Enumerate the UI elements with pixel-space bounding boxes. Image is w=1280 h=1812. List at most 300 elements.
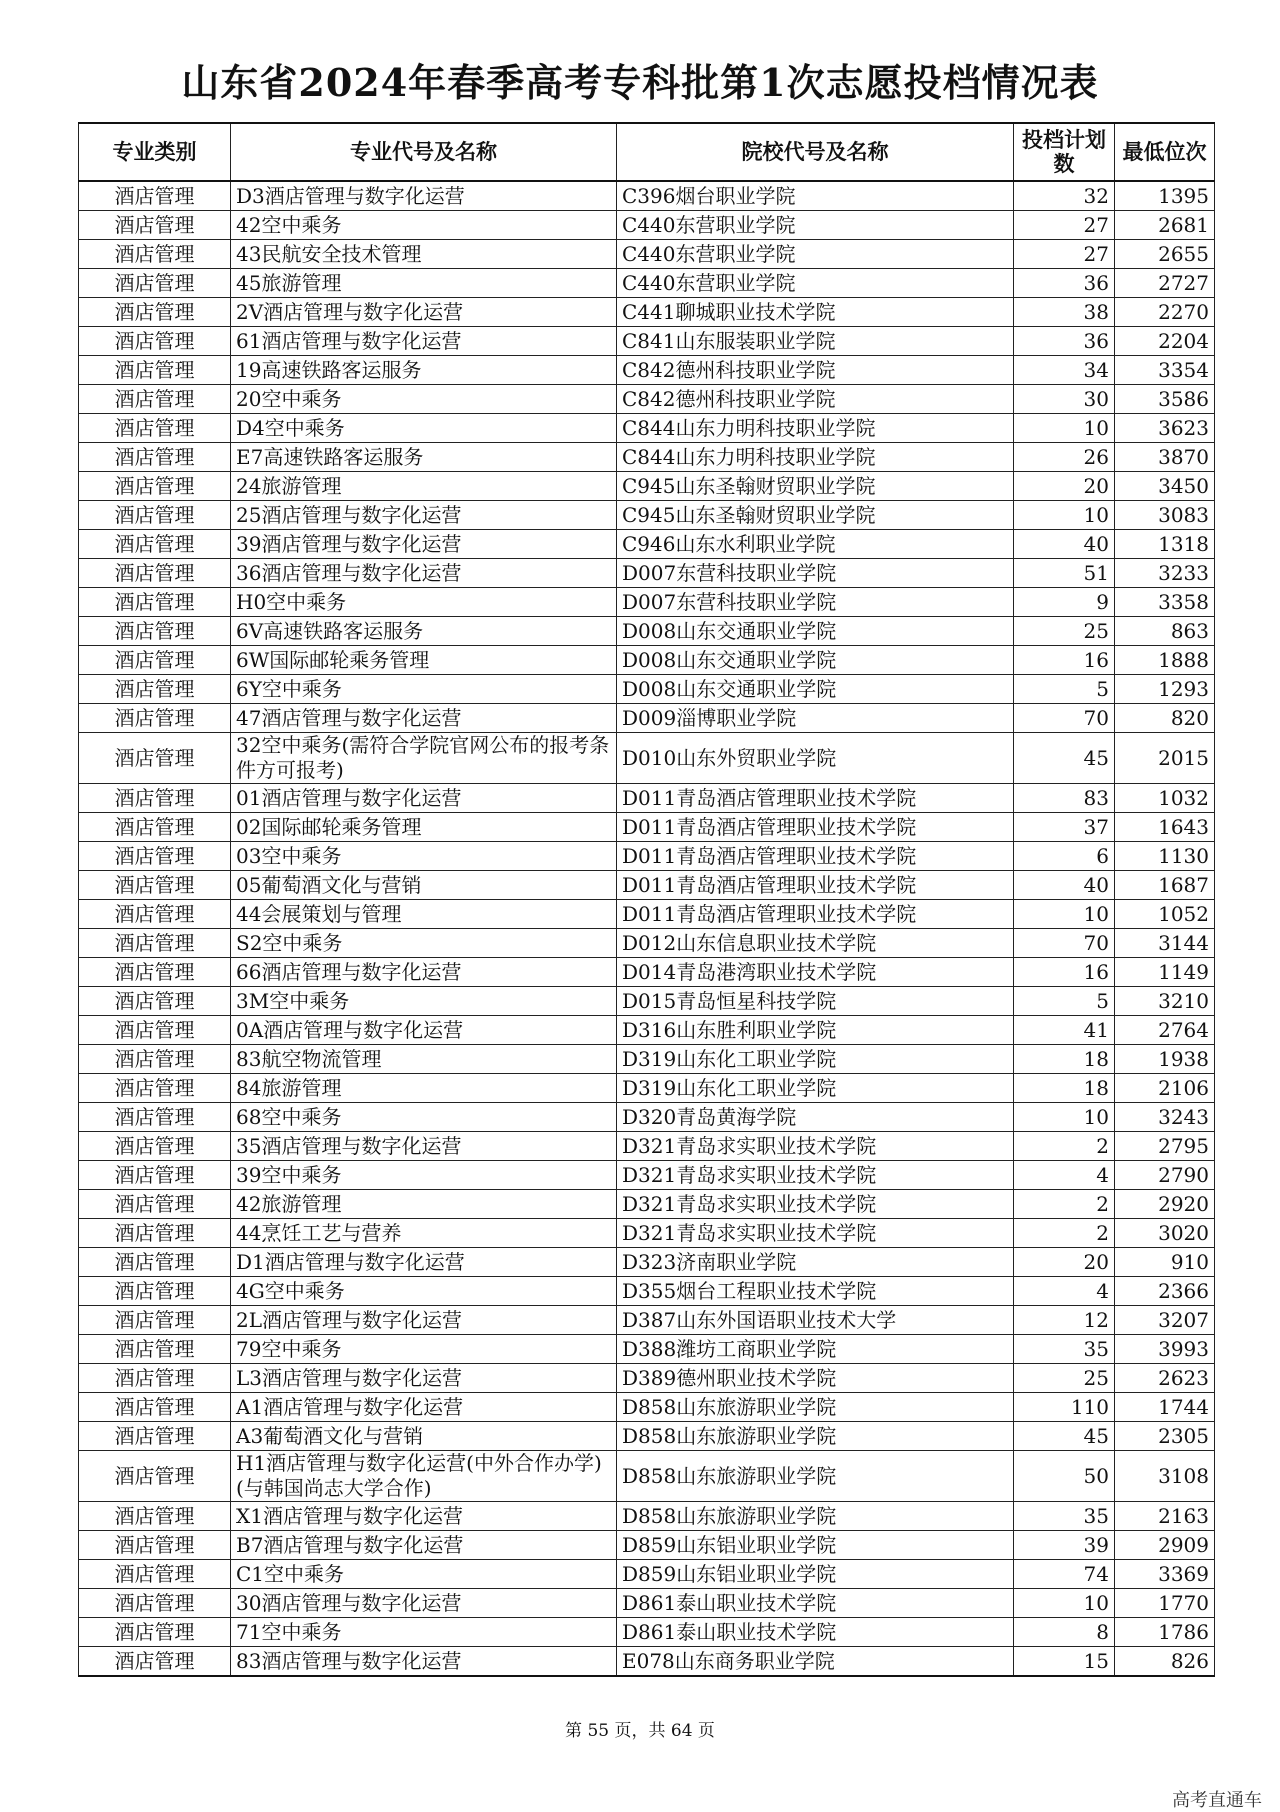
table-row [79,1074,1215,1103]
table-row [79,1393,1215,1422]
cell-major: A1酒店管理与数字化运营 [231,1393,617,1422]
cell-school: C441聊城职业技术学院 [617,298,1014,327]
cell-major: 84旅游管理 [231,1074,617,1103]
cell-min-rank: 1744 [1115,1393,1215,1422]
table-row [79,813,1215,842]
cell-major: 2V酒店管理与数字化运营 [231,298,617,327]
cell-plan-count: 20 [1014,1248,1115,1277]
cell-plan-count: 45 [1014,733,1115,784]
cell-major: 24旅游管理 [231,472,617,501]
cell-category: 酒店管理 [79,1618,231,1647]
cell-major: 44烹饪工艺与营养 [231,1219,617,1248]
cell-min-rank: 2106 [1115,1074,1215,1103]
cell-min-rank: 863 [1115,617,1215,646]
cell-school: D859山东铝业职业学院 [617,1531,1014,1560]
table-row [79,588,1215,617]
cell-plan-count: 2 [1014,1190,1115,1219]
cell-category: 酒店管理 [79,987,231,1016]
cell-major: C1空中乘务 [231,1560,617,1589]
cell-major: 25酒店管理与数字化运营 [231,501,617,530]
cell-min-rank: 3993 [1115,1335,1215,1364]
cell-min-rank: 3586 [1115,385,1215,414]
cell-school: D858山东旅游职业学院 [617,1422,1014,1451]
table-row [79,733,1215,784]
table-row [79,1422,1215,1451]
table-row [79,181,1215,211]
cell-major: 83航空物流管理 [231,1045,617,1074]
cell-min-rank: 3450 [1115,472,1215,501]
cell-min-rank: 1130 [1115,842,1215,871]
cell-plan-count: 10 [1014,900,1115,929]
table-row [79,240,1215,269]
table-row [79,472,1215,501]
cell-category: 酒店管理 [79,530,231,559]
cell-school: C844山东力明科技职业学院 [617,414,1014,443]
cell-major: 0A酒店管理与数字化运营 [231,1016,617,1045]
cell-min-rank: 3144 [1115,929,1215,958]
table-row [79,929,1215,958]
cell-category: 酒店管理 [79,1393,231,1422]
admission-table [78,122,1215,1677]
cell-school: D008山东交通职业学院 [617,646,1014,675]
cell-min-rank: 2795 [1115,1132,1215,1161]
cell-min-rank: 3020 [1115,1219,1215,1248]
cell-min-rank: 3354 [1115,356,1215,385]
cell-school: D321青岛求实职业技术学院 [617,1161,1014,1190]
cell-school: D007东营科技职业学院 [617,588,1014,617]
cell-category: 酒店管理 [79,1045,231,1074]
cell-major: 03空中乘务 [231,842,617,871]
cell-category: 酒店管理 [79,1589,231,1618]
cell-category: 酒店管理 [79,1132,231,1161]
cell-school: D859山东铝业职业学院 [617,1560,1014,1589]
cell-min-rank: 2305 [1115,1422,1215,1451]
cell-min-rank: 2623 [1115,1364,1215,1393]
cell-school: C842德州科技职业学院 [617,385,1014,414]
table-row [79,958,1215,987]
cell-plan-count: 27 [1014,240,1115,269]
cell-school: C440东营职业学院 [617,269,1014,298]
cell-major: B7酒店管理与数字化运营 [231,1531,617,1560]
cell-school: D010山东外贸职业学院 [617,733,1014,784]
table-row [79,269,1215,298]
cell-category: 酒店管理 [79,675,231,704]
cell-category: 酒店管理 [79,559,231,588]
cell-plan-count: 34 [1014,356,1115,385]
table-row [79,443,1215,472]
cell-major: D3酒店管理与数字化运营 [231,181,617,211]
cell-plan-count: 18 [1014,1045,1115,1074]
cell-min-rank: 3233 [1115,559,1215,588]
cell-school: D321青岛求实职业技术学院 [617,1219,1014,1248]
page-title: 山东省2024年春季高考专科批第1次志愿投档情况表 [181,60,1099,105]
table-row [79,1364,1215,1393]
cell-category: 酒店管理 [79,1451,231,1502]
table-row [79,1161,1215,1190]
cell-plan-count: 83 [1014,784,1115,813]
cell-min-rank: 1643 [1115,813,1215,842]
cell-min-rank: 2790 [1115,1161,1215,1190]
cell-plan-count: 10 [1014,1589,1115,1618]
table-row [79,1248,1215,1277]
cell-major: 32空中乘务(需符合学院官网公布的报考条件方可报考) [231,733,617,784]
cell-major: 30酒店管理与数字化运营 [231,1589,617,1618]
cell-school: C945山东圣翰财贸职业学院 [617,472,1014,501]
table-row [79,559,1215,588]
cell-school: D011青岛酒店管理职业技术学院 [617,900,1014,929]
table-body [79,181,1215,1676]
cell-category: 酒店管理 [79,414,231,443]
table-row [79,211,1215,240]
cell-min-rank: 2270 [1115,298,1215,327]
cell-school: E078山东商务职业学院 [617,1647,1014,1677]
cell-plan-count: 70 [1014,704,1115,733]
header-school: 院校代号及名称 [617,123,1014,181]
cell-category: 酒店管理 [79,443,231,472]
cell-category: 酒店管理 [79,813,231,842]
cell-major: 66酒店管理与数字化运营 [231,958,617,987]
cell-major: 79空中乘务 [231,1335,617,1364]
cell-major: 02国际邮轮乘务管理 [231,813,617,842]
cell-major: 61酒店管理与数字化运营 [231,327,617,356]
cell-plan-count: 36 [1014,269,1115,298]
cell-plan-count: 16 [1014,958,1115,987]
cell-min-rank: 1786 [1115,1618,1215,1647]
cell-major: 05葡萄酒文化与营销 [231,871,617,900]
table-row [79,1560,1215,1589]
cell-school: C946山东水利职业学院 [617,530,1014,559]
cell-plan-count: 9 [1014,588,1115,617]
cell-major: H0空中乘务 [231,588,617,617]
table-row [79,617,1215,646]
cell-category: 酒店管理 [79,269,231,298]
table-row [79,1647,1215,1677]
cell-plan-count: 16 [1014,646,1115,675]
table-row [79,327,1215,356]
cell-major: 47酒店管理与数字化运营 [231,704,617,733]
cell-school: D011青岛酒店管理职业技术学院 [617,871,1014,900]
table-row [79,675,1215,704]
table-row [79,1589,1215,1618]
cell-major: 44会展策划与管理 [231,900,617,929]
cell-category: 酒店管理 [79,1647,231,1677]
cell-plan-count: 5 [1014,987,1115,1016]
table-row [79,530,1215,559]
cell-category: 酒店管理 [79,181,231,211]
cell-min-rank: 1149 [1115,958,1215,987]
cell-min-rank: 2909 [1115,1531,1215,1560]
table-row [79,1502,1215,1531]
table-row [79,1016,1215,1045]
cell-min-rank: 1888 [1115,646,1215,675]
cell-plan-count: 10 [1014,414,1115,443]
cell-school: D319山东化工职业学院 [617,1045,1014,1074]
cell-category: 酒店管理 [79,1016,231,1045]
cell-category: 酒店管理 [79,1531,231,1560]
cell-school: D321青岛求实职业技术学院 [617,1132,1014,1161]
cell-category: 酒店管理 [79,298,231,327]
cell-major: 2L酒店管理与数字化运营 [231,1306,617,1335]
table-row [79,987,1215,1016]
cell-plan-count: 40 [1014,871,1115,900]
cell-category: 酒店管理 [79,1422,231,1451]
cell-plan-count: 41 [1014,1016,1115,1045]
cell-min-rank: 3623 [1115,414,1215,443]
table-row [79,646,1215,675]
cell-major: 71空中乘务 [231,1618,617,1647]
cell-plan-count: 40 [1014,530,1115,559]
cell-plan-count: 45 [1014,1422,1115,1451]
cell-major: 20空中乘务 [231,385,617,414]
cell-major: 68空中乘务 [231,1103,617,1132]
cell-major: D1酒店管理与数字化运营 [231,1248,617,1277]
cell-plan-count: 37 [1014,813,1115,842]
cell-category: 酒店管理 [79,472,231,501]
cell-plan-count: 35 [1014,1335,1115,1364]
cell-min-rank: 2163 [1115,1502,1215,1531]
cell-school: D858山东旅游职业学院 [617,1451,1014,1502]
cell-min-rank: 3108 [1115,1451,1215,1502]
cell-min-rank: 3243 [1115,1103,1215,1132]
cell-category: 酒店管理 [79,1306,231,1335]
header-plan-count: 投档计划数 [1014,123,1115,181]
cell-major: 3M空中乘务 [231,987,617,1016]
cell-school: C440东营职业学院 [617,211,1014,240]
cell-category: 酒店管理 [79,617,231,646]
cell-major: 4G空中乘务 [231,1277,617,1306]
cell-school: D858山东旅游职业学院 [617,1393,1014,1422]
cell-plan-count: 25 [1014,1364,1115,1393]
cell-plan-count: 6 [1014,842,1115,871]
cell-min-rank: 3358 [1115,588,1215,617]
cell-category: 酒店管理 [79,958,231,987]
cell-plan-count: 26 [1014,443,1115,472]
table-row [79,1132,1215,1161]
cell-min-rank: 1938 [1115,1045,1215,1074]
table-row [79,1190,1215,1219]
cell-plan-count: 10 [1014,501,1115,530]
cell-category: 酒店管理 [79,733,231,784]
cell-school: D008山东交通职业学院 [617,617,1014,646]
cell-min-rank: 2764 [1115,1016,1215,1045]
cell-school: D014青岛港湾职业技术学院 [617,958,1014,987]
cell-category: 酒店管理 [79,1364,231,1393]
cell-school: D323济南职业学院 [617,1248,1014,1277]
watermark: 高考直通车 [1172,1790,1262,1811]
table-row [79,1531,1215,1560]
cell-plan-count: 15 [1014,1647,1115,1677]
cell-plan-count: 38 [1014,298,1115,327]
cell-major: A3葡萄酒文化与营销 [231,1422,617,1451]
cell-min-rank: 1395 [1115,181,1215,211]
table-row [79,385,1215,414]
cell-plan-count: 35 [1014,1502,1115,1531]
cell-major: 42空中乘务 [231,211,617,240]
table-row [79,784,1215,813]
cell-min-rank: 1770 [1115,1589,1215,1618]
cell-min-rank: 2655 [1115,240,1215,269]
cell-category: 酒店管理 [79,1190,231,1219]
cell-min-rank: 2920 [1115,1190,1215,1219]
cell-major: 36酒店管理与数字化运营 [231,559,617,588]
cell-category: 酒店管理 [79,240,231,269]
cell-category: 酒店管理 [79,356,231,385]
table-row [79,1451,1215,1502]
cell-category: 酒店管理 [79,501,231,530]
cell-school: D355烟台工程职业技术学院 [617,1277,1014,1306]
cell-school: D319山东化工职业学院 [617,1074,1014,1103]
cell-min-rank: 1052 [1115,900,1215,929]
cell-major: E7高速铁路客运服务 [231,443,617,472]
table-row [79,1219,1215,1248]
cell-min-rank: 820 [1115,704,1215,733]
cell-school: C841山东服装职业学院 [617,327,1014,356]
cell-category: 酒店管理 [79,929,231,958]
cell-school: D861泰山职业技术学院 [617,1618,1014,1647]
cell-min-rank: 910 [1115,1248,1215,1277]
cell-major: 39空中乘务 [231,1161,617,1190]
cell-min-rank: 1318 [1115,530,1215,559]
cell-category: 酒店管理 [79,1560,231,1589]
table-row [79,1306,1215,1335]
cell-min-rank: 3207 [1115,1306,1215,1335]
cell-major: 83酒店管理与数字化运营 [231,1647,617,1677]
table-row [79,704,1215,733]
cell-min-rank: 1032 [1115,784,1215,813]
cell-school: C945山东圣翰财贸职业学院 [617,501,1014,530]
cell-min-rank: 3369 [1115,1560,1215,1589]
cell-plan-count: 8 [1014,1618,1115,1647]
table-row [79,414,1215,443]
cell-category: 酒店管理 [79,211,231,240]
table-row [79,501,1215,530]
cell-school: D388潍坊工商职业学院 [617,1335,1014,1364]
cell-school: C844山东力明科技职业学院 [617,443,1014,472]
cell-major: L3酒店管理与数字化运营 [231,1364,617,1393]
cell-min-rank: 3210 [1115,987,1215,1016]
cell-school: C842德州科技职业学院 [617,356,1014,385]
cell-major: X1酒店管理与数字化运营 [231,1502,617,1531]
cell-major: 45旅游管理 [231,269,617,298]
cell-school: D011青岛酒店管理职业技术学院 [617,813,1014,842]
cell-major: 19高速铁路客运服务 [231,356,617,385]
cell-min-rank: 3870 [1115,443,1215,472]
cell-school: D009淄博职业学院 [617,704,1014,733]
cell-school: D858山东旅游职业学院 [617,1502,1014,1531]
header-major: 专业代号及名称 [231,123,617,181]
cell-min-rank: 2681 [1115,211,1215,240]
cell-min-rank: 3083 [1115,501,1215,530]
cell-category: 酒店管理 [79,871,231,900]
table-row [79,1045,1215,1074]
cell-major: D4空中乘务 [231,414,617,443]
cell-plan-count: 4 [1014,1277,1115,1306]
cell-school: D015青岛恒星科技学院 [617,987,1014,1016]
cell-min-rank: 1293 [1115,675,1215,704]
cell-school: D320青岛黄海学院 [617,1103,1014,1132]
cell-plan-count: 20 [1014,472,1115,501]
cell-plan-count: 30 [1014,385,1115,414]
table-row [79,842,1215,871]
cell-plan-count: 12 [1014,1306,1115,1335]
cell-plan-count: 70 [1014,929,1115,958]
cell-school: D008山东交通职业学院 [617,675,1014,704]
cell-plan-count: 110 [1014,1393,1115,1422]
cell-category: 酒店管理 [79,327,231,356]
cell-school: D012山东信息职业技术学院 [617,929,1014,958]
table-row [79,1277,1215,1306]
cell-category: 酒店管理 [79,1277,231,1306]
cell-category: 酒店管理 [79,646,231,675]
cell-major: S2空中乘务 [231,929,617,958]
cell-min-rank: 2204 [1115,327,1215,356]
table-row [79,356,1215,385]
cell-category: 酒店管理 [79,1161,231,1190]
cell-plan-count: 51 [1014,559,1115,588]
cell-plan-count: 50 [1014,1451,1115,1502]
cell-school: C440东营职业学院 [617,240,1014,269]
cell-major: 6W国际邮轮乘务管理 [231,646,617,675]
cell-plan-count: 39 [1014,1531,1115,1560]
cell-category: 酒店管理 [79,1502,231,1531]
table-row [79,1103,1215,1132]
cell-plan-count: 25 [1014,617,1115,646]
cell-school: D007东营科技职业学院 [617,559,1014,588]
cell-min-rank: 1687 [1115,871,1215,900]
table-row [79,298,1215,327]
cell-min-rank: 826 [1115,1647,1215,1677]
cell-plan-count: 27 [1014,211,1115,240]
cell-category: 酒店管理 [79,1335,231,1364]
cell-category: 酒店管理 [79,1219,231,1248]
cell-plan-count: 32 [1014,181,1115,211]
page-number: 第 55 页，共 64 页 [565,1721,715,1741]
cell-major: 42旅游管理 [231,1190,617,1219]
table-header-row [79,123,1215,181]
cell-major: 43民航安全技术管理 [231,240,617,269]
cell-min-rank: 2727 [1115,269,1215,298]
cell-major: H1酒店管理与数字化运营(中外合作办学)(与韩国尚志大学合作) [231,1451,617,1502]
cell-min-rank: 2366 [1115,1277,1215,1306]
cell-plan-count: 5 [1014,675,1115,704]
cell-min-rank: 2015 [1115,733,1215,784]
cell-school: D011青岛酒店管理职业技术学院 [617,842,1014,871]
table-row [79,1335,1215,1364]
cell-major: 39酒店管理与数字化运营 [231,530,617,559]
cell-school: D389德州职业技术学院 [617,1364,1014,1393]
cell-plan-count: 36 [1014,327,1115,356]
table-row [79,900,1215,929]
cell-category: 酒店管理 [79,385,231,414]
cell-category: 酒店管理 [79,1103,231,1132]
table-row [79,871,1215,900]
header-min-rank: 最低位次 [1115,123,1215,181]
cell-school: D861泰山职业技术学院 [617,1589,1014,1618]
cell-plan-count: 18 [1014,1074,1115,1103]
cell-major: 35酒店管理与数字化运营 [231,1132,617,1161]
cell-category: 酒店管理 [79,784,231,813]
cell-major: 6Y空中乘务 [231,675,617,704]
cell-plan-count: 4 [1014,1161,1115,1190]
cell-major: 01酒店管理与数字化运营 [231,784,617,813]
cell-plan-count: 74 [1014,1560,1115,1589]
cell-category: 酒店管理 [79,704,231,733]
table-row [79,1618,1215,1647]
cell-plan-count: 10 [1014,1103,1115,1132]
cell-category: 酒店管理 [79,1248,231,1277]
cell-school: C396烟台职业学院 [617,181,1014,211]
cell-plan-count: 2 [1014,1219,1115,1248]
